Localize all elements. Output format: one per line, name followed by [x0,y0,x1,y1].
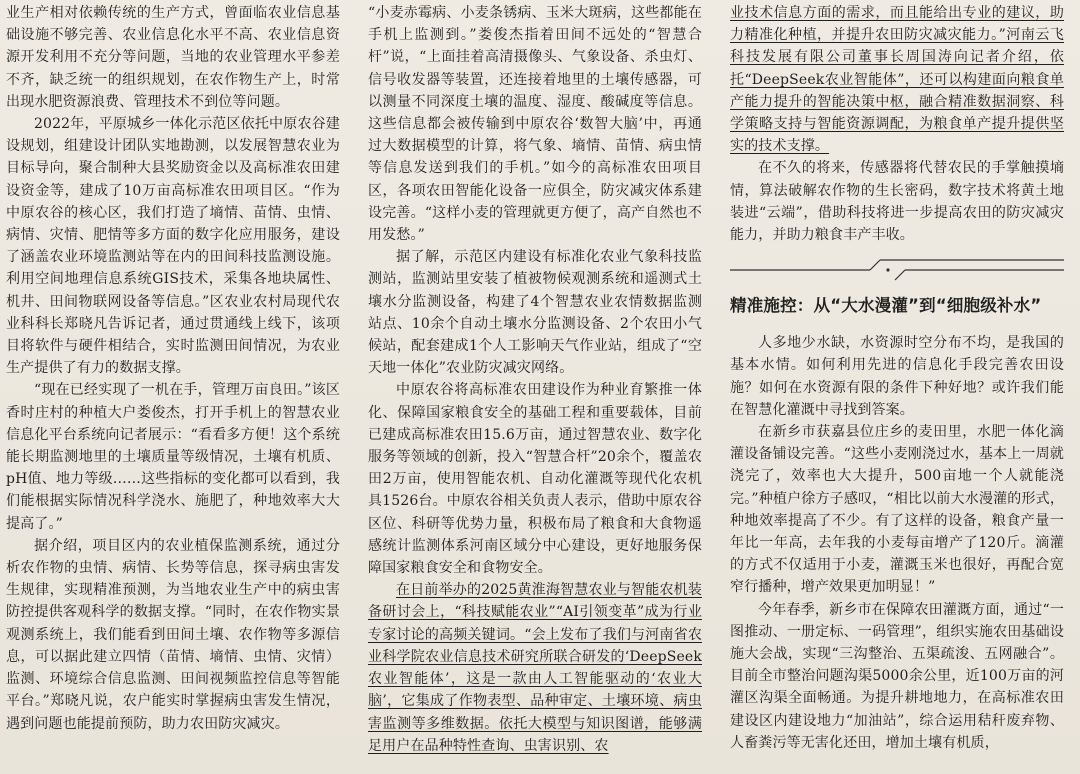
article-paragraph: 在新乡市获嘉县位庄乡的麦田里，水肥一体化滴灌设备铺设完善。“这些小麦刚浇过水，基本上一周就浇完了，效率也大大提升，500亩地一个人就能浇完。”种植户徐方子感叹，“相比以前大水漫灌的形式，种地效率提高了不少。有了这样的设备，粮食产量一年比一年高，去年我的小麦每亩增产了120斤。滴灌的方式不仅适用于小麦，灌溉玉米也很好，再配合宽窄行播种，增产效果更加明显！” [730,424,1064,596]
article-paragraph: 中原农谷将高标准农田建设作为种业育繁推一体化、保障国家粮食安全的基础工程和重要载体，目前已建成高标准农田15.6万亩，通过智慧农业、数字化服务等领域的创新，投入“智慧合杆”20余个，覆盖农田2万亩，使用智能农机、自动化灌溉等现代化农机具1526台。中原农谷相关负责人表示，借助中原农谷区位、科研等优势力量，积极布局了粮食和大食物遥感统计监测体系河南区域分中心建设，更好地服务保障国家粮食安全和食物安全。 [368,382,702,577]
article-paragraph: 人多地少水缺，水资源时空分布不均，是我国的基本水情。如何利用先进的信息化手段完善农田设施？如何在水资源有限的条件下种好地？或许我们能在智慧化灌溉中寻找到答案。 [730,335,1064,418]
article-paragraph: 在不久的将来，传感器将代替农民的手掌触摸墒情，算法破解农作物的生长密码，数字技术将黄土地装进“云端”，借助科技将进一步提高农田的防灾减灾能力，并助力粮食丰产丰收。 [730,160,1064,244]
highlighted-paragraph [730,2,1064,157]
highlighted-paragraph [368,579,702,757]
article-paragraph: 据了解，示范区内建设有标准化农业气象科技监测站，监测站里安装了植被物候观测系统和遥测式土壤水分监测设备，构建了4个智慧农业农情数据监测站点、10余个自动土壤水分监测设备、2个农田小气候站，配套建成1个人工影响天气作业站，组成了“空天地一体化”农业防灾减灾网络。 [368,249,702,377]
underlined-text: 业技术信息方面的需求，而且能给出专业的建议，助力精准化种植，并提升农田防灾减灾能力。”河南云飞科技发展有限公司董事长周国涛向记者介绍，依托“DeepSeek农业智能体”，还可以构建面向粮食单产能力提升的智能决策中枢，融合精准数据洞察、科学策略支持与智能资源调配，为粮食单产提升提供坚实的技术支撑。 [730,5,1064,155]
section-title: 精准施控：从“大水漫灌”到“细胞级补水” [730,296,1042,316]
section-divider-ornament [730,258,1064,282]
article-column-2 [368,2,702,774]
section-divider [730,258,1064,282]
article-column-1 [6,2,340,774]
article-paragraph: 业生产相对依赖传统的生产方式，曾面临农业信息基础设施不够完善、农业信息化水平不高、农业信息资源开发利用不充分等问题，当地的农业管理水平参差不齐，缺乏统一的组织规划，在农作物生产上，时常出现水肥资源浪费、管理技术不到位等问题。 [6,5,340,110]
article-column-3 [730,2,1064,774]
underlined-text: 在日前举办的2025黄淮海智慧农业与智能农机装备研讨会上，“科技赋能农业”“AI引领变革”成为行业专家讨论的高频关键词。“会上发布了我们与河南省农业科学院农业信息技术研究所联合研发的‘DeepSeek农业智能体’，这是一款由人工智能驱动的‘农业大脑’，它集成了作物表型、品种审定、土壤环境、病虫害监测等多维数据。依托大模型与知识图谱，能够满足用户在品种特性查询、虫害识别、农 [368,582,702,754]
article-paragraph: “现在已经实现了一机在手，管理万亩良田。”该区香时庄村的种植大户娄俊杰，打开手机上的智慧农业信息化平台系统向记者展示：“看看多方便！这个系统能长期监测地里的土壤质量等级情况，土壤有机质、pH值、地力等级……这些指标的变化都可以看到，我们能根据实际情况科学浇水、施肥了，种地效率大大提高了。” [6,382,340,532]
article-paragraph: 据介绍，项目区内的农业植保监测系统，通过分析农作物的虫情、病情、长势等信息，探寻病虫害发生规律，实现精准预测，为当地农业生产中的病虫害防控提供客观科学的数据支撑。“同时，在农作物实景观测系统上，我们能看到田间土壤、农作物等多源信息，可以据此建立四情（苗情、墒情、虫情、灾情）监测、环境综合信息监测、田间视频监控信息等智能平台。”郑晓凡说，农户能实时掌握病虫害发生情况，遇到问题也能提前预防，助力农田防灾减灾。 [6,537,340,732]
article-paragraph: 2022年，平原城乡一体化示范区依托中原农谷建设规划，组建设计团队实地勘测，以发展智慧农业为目标导向，聚合制种大县奖励资金以及高标准农田建设资金等，建成了10万亩高标准农田项目区。“作为中原农谷的核心区，我们打造了墒情、苗情、虫情、病情、灾情、肥情等多方面的数字化应用服务，建设了涵盖农业环境监测站等在内的田间科技监测设施。利用空间地理信息系统GIS技术，采集各地块属性、机井、田间物联网设备等信息。”区农业农村局现代农业科科长郑晓凡告诉记者，通过贯通线上线下，该项目将软件与硬件相结合，实时监测田间情况，为农业生产提供了有力的数据支撑。 [6,116,340,377]
article-paragraph: “小麦赤霉病、小麦条锈病、玉米大斑病，这些都能在手机上监测到。”娄俊杰指着田间不远处的“智慧合杆”说，“上面挂着高清摄像头、气象设备、杀虫灯、信号收发器等装置，还连接着地里的土壤传感器，可以测量不同深度土壤的温度、湿度、酸碱度等信息。这些信息都会被传输到中原农谷‘数智大脑’中，再通过大数据模型的计算，将气象、墒情、苗情、病虫情等信息发送到我们的手机。”如今的高标准农田项目区，各项农田智能化设备一应俱全，防灾减灾体系建设完善。“这样小麦的管理就更方便了，高产自然也不用发愁。” [368,5,702,244]
article-paragraph: 今年春季，新乡市在保障农田灌溉方面，通过“一图推动、一册定标、一码管理”，组织实施农田基础设施大会战，实现“三沟整治、五渠疏浚、五网融合”。目前全市整治问题沟渠5000余公里，近100万亩的河灌区沟渠全面畅通。为提升耕地地力，在高标准农田建设区内建设地力“加油站”，综合运用秸秆废弃物、人畜粪污等无害化还田，增加土壤有机质， [730,601,1064,751]
